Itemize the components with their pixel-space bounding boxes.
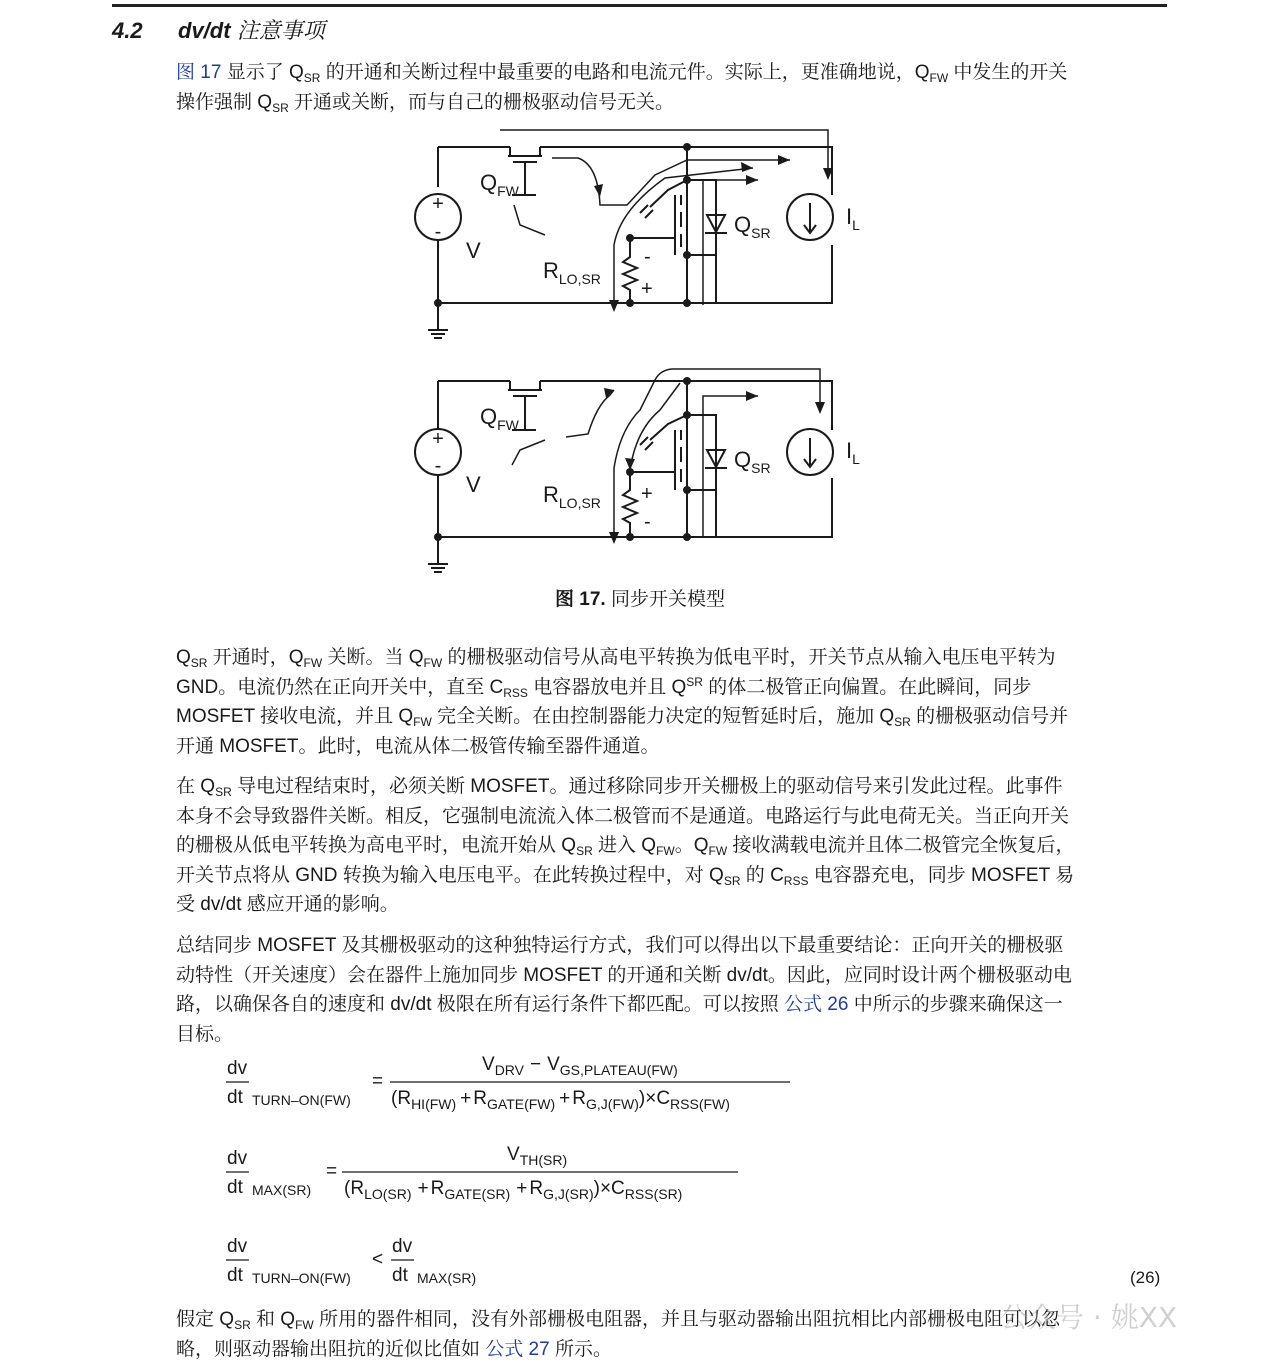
svg-text:=: = xyxy=(326,1161,338,1182)
svg-text:VDRV−VGS,PLATEAU(FW): $V_{DRV} - V_{GS,PLATEAU(FW)}$ xyxy=(482,1054,678,1078)
section-heading xyxy=(112,14,325,45)
svg-text:dt: dt xyxy=(392,1265,408,1286)
top-rule xyxy=(112,4,1167,7)
svg-text:dv: dv xyxy=(227,1058,248,1079)
qfw-label: $Q_{FW}$ xyxy=(480,170,519,199)
qsr-label: $Q_{SR}$ xyxy=(734,447,771,476)
figure-caption: 图 17. 同步开关模型 xyxy=(555,589,725,610)
svg-text:dt: dt xyxy=(227,1265,243,1286)
paragraph-3: 总结同步 MOSFET 及其栅极驱动的这种独特运行方式，我们可以得出以下最重要结论：正向开关的栅极驱 动特性（开关速度）会在器件上施加同步 MOSFET 的开通和关断 dv/dt。因此，应同时设计两个栅极驱动电 路，以确保各自的速度和 dv/dt 极限在所有运行条件下都匹配。可以按照 公式 26 中所示的步骤来确保这一 目标。 xyxy=(176,935,1072,1045)
svg-text:+: + xyxy=(641,278,653,300)
svg-text:(RLO(SR)+RGATE(SR)+RG,J(SR))×C: $(R_{LO(SR)} + R_{GATE(SR)} + R_{G,J(SR)})\times C_{RSS(SR)}$ xyxy=(344,1178,683,1202)
v-label: V xyxy=(466,472,481,497)
svg-text:dv: dv xyxy=(227,1148,248,1169)
svg-text:-: - xyxy=(434,455,442,477)
svg-text:MAX(SR): MAX(SR) xyxy=(417,1270,477,1286)
svg-text:dv: dv xyxy=(392,1236,413,1257)
svg-text:+: + xyxy=(641,483,653,505)
svg-text:<: < xyxy=(372,1249,384,1270)
svg-text:VTH(SR): $V_{TH(SR)}$ xyxy=(507,1144,568,1168)
paragraph-1: $Q_{SR}$ 开通时，$Q_{FW}$ 关断。当 $Q_{FW}$ 的栅极驱动信号从高电平转换为低电平时，开关节点从输入电压电平转为 GND。电流仍然在正向开关中，直至 $C_{RSS}$ 电容器放电并且 $Q^{SR}$ 的体二极管正向偏置。在此瞬间，同步 MOSFET 接收电流，并且 $Q_{FW}$ 完全关断。在由控制器能力决定的短暂延时后，施加 $Q_{SR}$ 的栅极驱动信号并 开通 MOSFET。此时，电流从体二极管传输至器件通道。 xyxy=(176,647,1069,757)
section-number: 4.2 xyxy=(112,18,143,43)
qsr-label: $Q_{SR}$ xyxy=(734,212,771,241)
svg-text:TURN–ON(FW): TURN–ON(FW) xyxy=(252,1270,351,1286)
circuit-diagram-bottom xyxy=(0,360,1280,580)
svg-text:dt: dt xyxy=(227,1087,243,1108)
equation-26-link[interactable]: 公式 26 xyxy=(784,994,849,1015)
svg-text:(RHI(FW)+RGATE(FW)+RG,J(FW))×C: $(R_{HI(FW)} + R_{GATE(FW)} + R_{G,J(FW)})\times C_{RSS(FW)}$ xyxy=(391,1088,730,1112)
figure-link[interactable]: 图 17 xyxy=(176,62,222,83)
rlo-label: $R_{LO,SR}$ xyxy=(543,482,601,511)
paragraph-2: 在 $Q_{SR}$ 导电过程结束时，必须关断 MOSFET。通过移除同步开关栅极上的驱动信号来引发此过程。此事件 本身不会导致器件关断。相反，它强制电流流入体二极管而不是通道。电路运行与此电荷无关。当正向开关 的栅极从低电平转换为高电平时，电流开始从 $Q_{SR}$ 进入 $Q_{FW}$。$Q_{FW}$ 接收满载电流并且体二极管完全恢复后， 开关节点将从 GND 转换为输入电压电平。在此转换过程中，对 $Q_{SR}$ 的 $C_{RSS}$ 电容器充电，同步 MOSFET 易 受 dv/dt 感应开通的影响。 xyxy=(176,776,1075,915)
equation-27-link[interactable]: 公式 27 xyxy=(485,1338,550,1360)
section-title: dv/dt xyxy=(178,18,231,43)
svg-text:+: + xyxy=(432,193,444,215)
qfw-label: $Q_{FW}$ xyxy=(480,404,519,433)
equation-block xyxy=(0,1040,1280,1290)
svg-text:TURN–ON(FW): TURN–ON(FW) xyxy=(252,1092,351,1108)
intro-paragraph: 图 17 显示了 $Q_{SR}$ 的开通和关断过程中最重要的电路和电流元件。实际上，更准确地说，$Q_{FW}$ 中发生的开关 操作强制 $Q_{SR}$ 开通或关断，而与自己的栅极驱动信号无关。 xyxy=(176,62,1068,115)
svg-text:MAX(SR): MAX(SR) xyxy=(252,1182,312,1198)
svg-text:=: = xyxy=(372,1071,384,1092)
svg-text:dt: dt xyxy=(227,1177,243,1198)
svg-text:dv: dv xyxy=(227,1236,248,1257)
rlo-label: $R_{LO,SR}$ xyxy=(543,258,601,287)
svg-text:-: - xyxy=(644,246,651,268)
section-title-cn: 注意事项 xyxy=(236,18,325,43)
il-label: $I_L$ xyxy=(846,204,860,233)
svg-text:-: - xyxy=(434,221,442,243)
svg-text:-: - xyxy=(644,511,651,533)
v-label: V xyxy=(466,238,481,263)
equation-number: (26) xyxy=(1130,1268,1161,1287)
il-label: $I_L$ xyxy=(846,438,860,467)
paragraph-4: 假定 $Q_{SR}$ 和 $Q_{FW}$ 所用的器件相同，没有外部栅极电阻器，并且与驱动器输出阻抗相比内部栅极电阻可以忽 略，则驱动器输出阻抗的近似比值如 公式 27 所示。 xyxy=(176,1309,1061,1360)
svg-text:+: + xyxy=(432,428,444,450)
watermark: 公众号 · 姚XX xyxy=(1000,1301,1178,1334)
